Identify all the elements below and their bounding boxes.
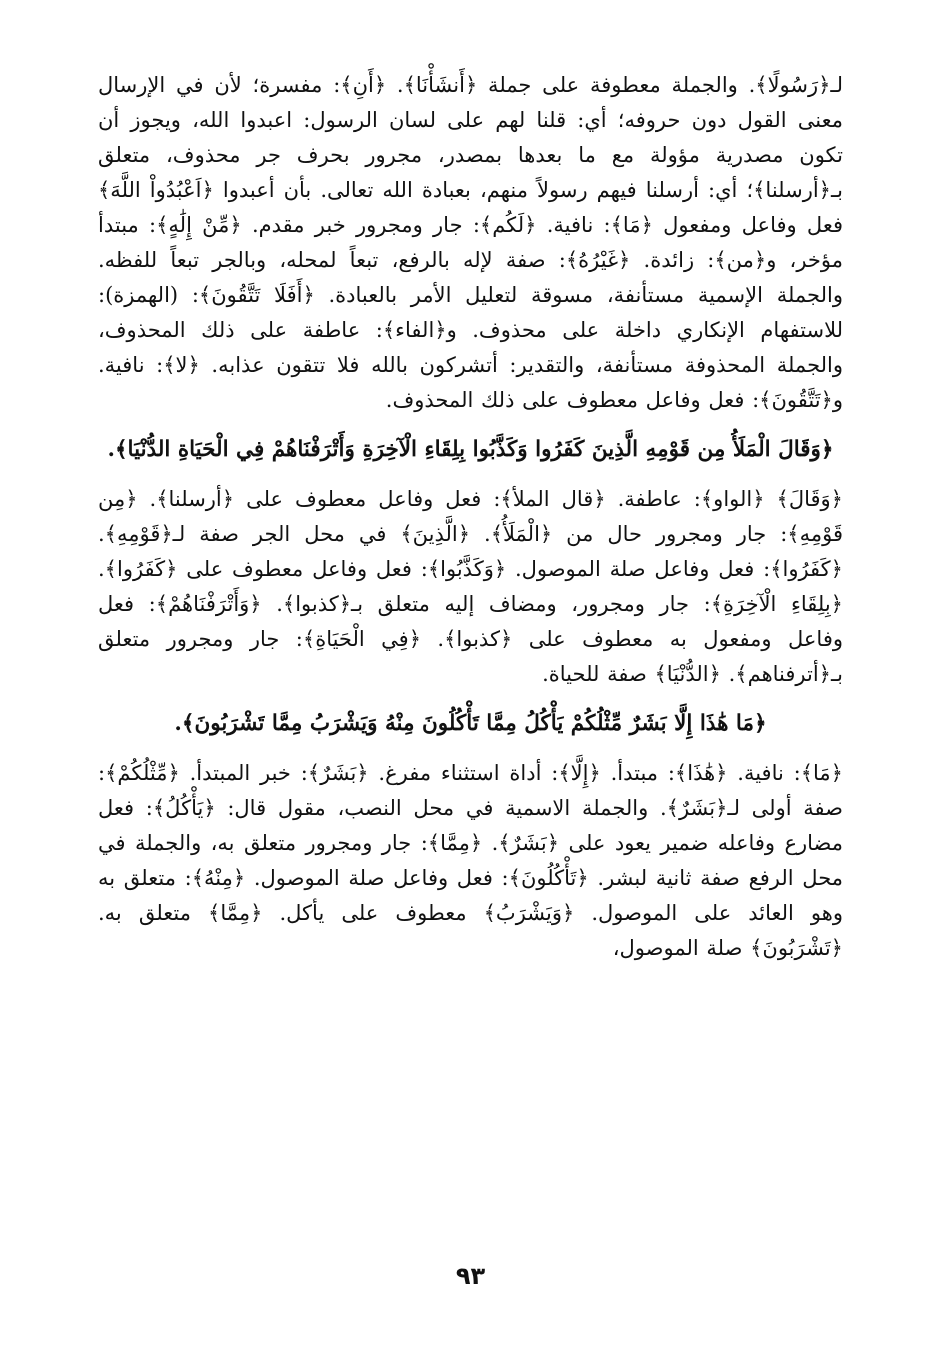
paragraph-3: ﴿مَا﴾: نافية. ﴿هَٰذَا﴾: مبتدأ. ﴿إِلَّا﴾: أداة استثناء مفرغ. ﴿بَشَرٌ﴾: خبر المبتدأ. ﴿مِّثْلُكُمْ﴾: صفة أولى لـ﴿بَشَرٌ﴾. والجملة الاسمية في محل النصب، مقول قال: ﴿يَأْكُلُ﴾: فعل مضارع وفاعله ضمير يعود على ﴿بَشَرٌ﴾. ﴿مِمَّا﴾: جار ومجرور متعلق به، والجملة في محل الرفع صفة ثانية لبشر. ﴿تَأْكُلُونَ﴾: فعل وفاعل صلة الموصول. ﴿مِنْهُ﴾: متعلق به وهو العائد على الموصول. ﴿وَيَشْرَبُ﴾ معطوف على يأكل. ﴿مِمَّا﴾ متعلق به. ﴿تَشْرَبُونَ﴾ صلة الموصول، bbox=[98, 761, 843, 960]
page-number: ٩٣ bbox=[455, 1262, 486, 1290]
paragraph-1: لـ﴿رَسُولًا﴾. والجملة معطوفة على جملة ﴿أَنشَأْنَا﴾. ﴿أَنِ﴾: مفسرة؛ لأن في الإرسال معنى القول دون حروفه؛ أي: قلنا لهم على لسان الرسول: اعبدوا الله، ويجوز أن تكون مصدرية مؤولة مع ما بعدها بمصدر، مجرور بحرف جر محذوف، متعلق بـ﴿أرسلنا﴾؛ أي: أرسلنا فيهم رسولاً منهم، بعبادة الله تعالى. بأن أعبدوا ﴿اَعْبُدُواْ اللَّهَ﴾ فعل وفاعل ومفعول ﴿مَا﴾: نافية. ﴿لَكُم﴾: جار ومجرور خبر مقدم. ﴿مِّنْ إِلَٰهٍ﴾: مبتدأ مؤخر، و﴿من﴾: زائدة. ﴿غَيْرُهُ﴾: صفة لإله بالرفع، تبعاً لمحله، وبالجر تبعاً للفظه. والجملة الإسمية مستأنفة، مسوقة لتعليل الأمر بالعبادة. ﴿أَفَلَا تَتَّقُونَ﴾: (الهمزة): للاستفهام الإنكاري داخلة على محذوف. و﴿الفاء﴾: عاطفة على ذلك المحذوف، والجملة المحذوفة مستأنفة، والتقدير: أتشركون بالله فلا تتقون عذابه. ﴿لا﴾: نافية. و﴿تَتَّقُونَ﴾: فعل وفاعل معطوف على ذلك المحذوف. bbox=[98, 73, 843, 412]
quran-verse-1: ﴿وَقَالَ الْمَلَأُ مِن قَوْمِهِ الَّذِينَ كَفَرُوا وَكَذَّبُوا بِلِقَاءِ الْآخِرَةِ وَأَتْرَفْنَاهُمْ فِي الْحَيَاةِ الدُّنْيَا﴾. bbox=[107, 437, 834, 462]
quran-verse-2: ﴿مَا هَٰذَا إِلَّا بَشَرٌ مِّثْلُكُمْ يَأْكُلُ مِمَّا تَأْكُلُونَ مِنْهُ وَيَشْرَبُ مِمَّا تَشْرَبُونَ﴾. bbox=[174, 711, 767, 736]
paragraph-2: ﴿وَقَالَ﴾ ﴿الواو﴾: عاطفة. ﴿قال الملأ﴾: فعل وفاعل معطوف على ﴿أرسلنا﴾. ﴿مِن قَوْمِهِ﴾: جار ومجرور حال من ﴿الْمَلَأُ﴾. ﴿الَّذِينَ﴾ في محل الجر صفة لـ﴿قَوْمِهِ﴾. ﴿كَفَرُوا﴾: فعل وفاعل صلة الموصول. ﴿وَكَذَّبُوا﴾: فعل وفاعل معطوف على ﴿كَفَرُوا﴾. ﴿بِلِقَاءِ الْآخِرَةِ﴾: جار ومجرور، ومضاف إليه متعلق بـ﴿كذبوا﴾. ﴿وَأَتْرَفْنَاهُمْ﴾: فعل وفاعل ومفعول به معطوف على ﴿كذبوا﴾. ﴿فِي الْحَيَاةِ﴾: جار ومجرور متعلق بـ﴿أترفناهم﴾. ﴿الدُّنْيَا﴾ صفة للحياة. bbox=[98, 487, 843, 686]
page-body bbox=[98, 68, 843, 966]
